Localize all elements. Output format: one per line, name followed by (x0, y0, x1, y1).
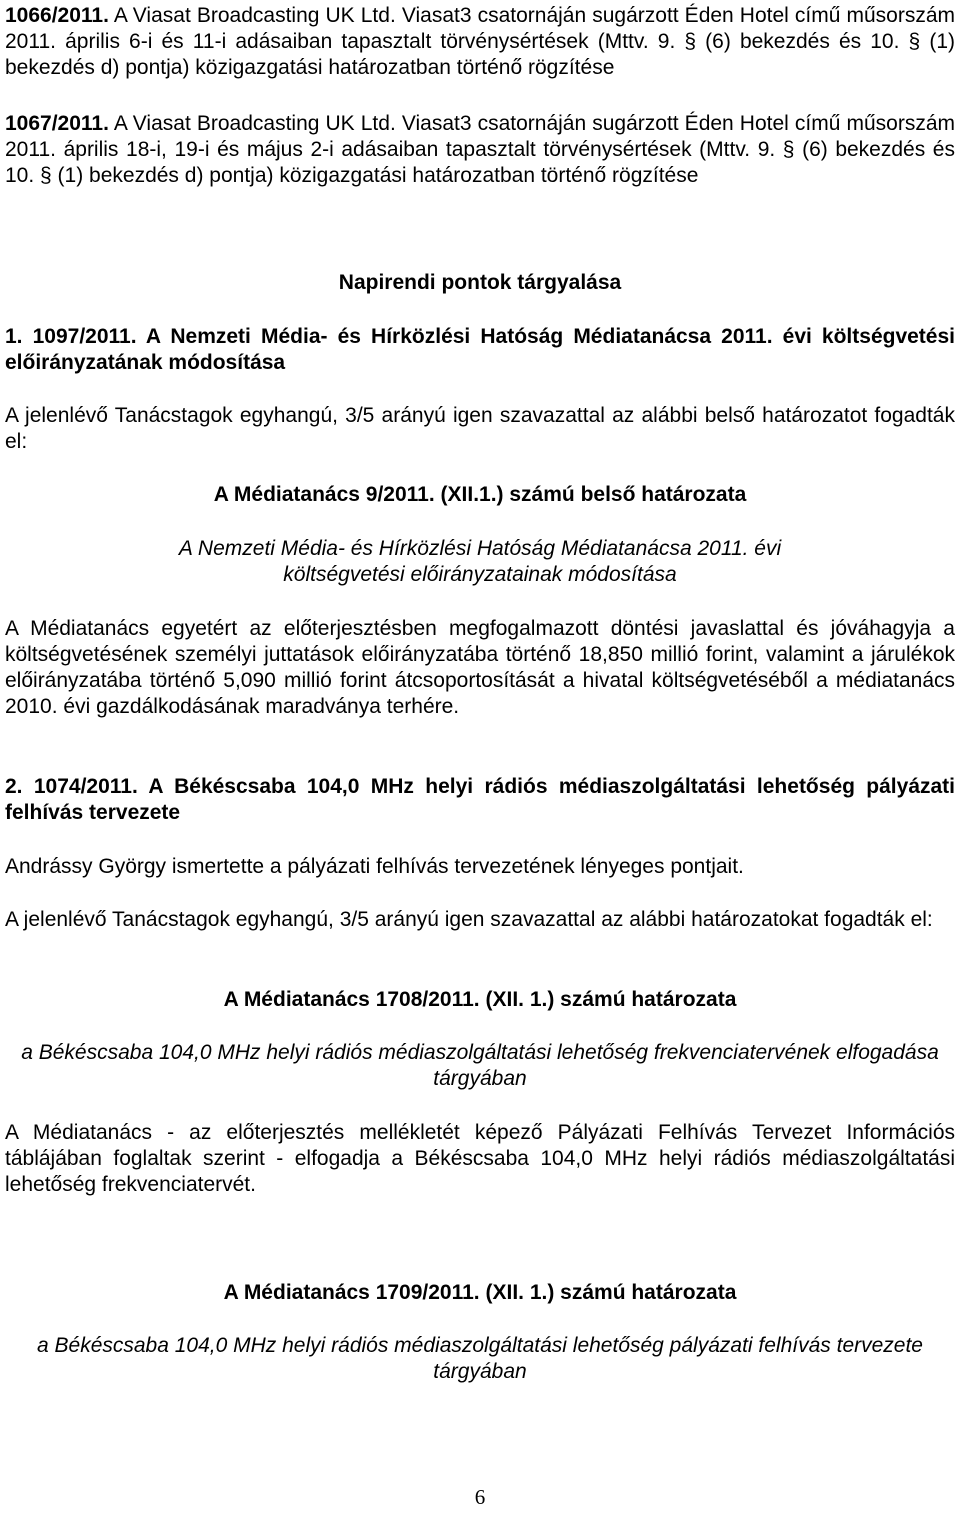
item-2-resolution-1-subject: a Békéscsaba 104,0 MHz helyi rádiós médiaszolgáltatási lehetőség frekvenciatervének elfogadása tárgyában (21, 1041, 939, 1090)
item-2-presenter: Andrássy György ismertette a pályázati felhívás tervezetének lényeges pontjait. (5, 855, 744, 878)
item-2-resolution-2-title: A Médiatanács 1709/2011. (XII. 1.) számú határozata (223, 1281, 737, 1304)
item-2-resolution-1-title: A Médiatanács 1708/2011. (XII. 1.) számú határozata (223, 988, 737, 1011)
item-1-resolution-subject: A Nemzeti Média- és Hírközlési Hatóság Médiatanácsa 2011. évi költségvetési előirányzatainak módosítása (178, 537, 782, 586)
item-1-resolution-title: A Médiatanács 9/2011. (XII.1.) számú belső határozata (213, 483, 747, 506)
item-1-vote: A jelenlévő Tanácstagok egyhangú, 3/5 arányú igen szavazattal az alábbi belső határozatot fogadták el: (5, 404, 955, 453)
page-number: 6 (474, 1485, 486, 1509)
item-1-resolution-body: A Médiatanács egyetért az előterjesztésben megfogalmazott döntési javaslattal és jóváhagyja a költségvetésének személyi juttatások előirányzatába történő 18,850 millió forint, valamint a járulékok előirányzatába történő 5,090 millió forint átcsoportosítását a hivatal költségvetéséből a médiatanács 2010. évi gazdálkodásának maradványa terhére. (5, 617, 955, 718)
preamble-item-1067 (5, 111, 955, 189)
item-2-heading: 2. 1074/2011. A Békéscsaba 104,0 MHz helyi rádiós médiaszolgáltatási lehetőség pályázati felhívás tervezete (5, 775, 955, 824)
agenda-heading: Napirendi pontok tárgyalása (338, 271, 622, 294)
item-1-heading: 1. 1097/2011. A Nemzeti Média- és Hírközlési Hatóság Médiatanácsa 2011. évi költségvetési előirányzatának módosítása (5, 325, 955, 374)
decision-text: A Viasat Broadcasting UK Ltd. Viasat3 csatornáján sugárzott Éden Hotel című műsorszám 2011. április 18-i, 19-i és május 2-i adásaiban tapasztalt törvénysértések (Mttv. 9. § (6) bekezdés és 10. § (1) bekezdés d) pontja) közigazgatási határozatban történő rögzítése (5, 112, 955, 187)
decision-number: 1066/2011. (5, 4, 109, 27)
decision-text: A Viasat Broadcasting UK Ltd. Viasat3 csatornáján sugárzott Éden Hotel című műsorszám 2011. április 6-i és 11-i adásaiban tapasztalt törvénysértések (Mttv. 9. § (6) bekezdés és 10. § (1) bekezdés d) pontja) közigazgatási határozatban történő rögzítése (5, 4, 955, 79)
item-2-resolution-1-body: A Médiatanács - az előterjesztés mellékletét képező Pályázati Felhívás Tervezet Információs táblájában foglaltak szerint - elfogadja a Békéscsaba 104,0 MHz helyi rádiós médiaszolgáltatási lehetőség frekvenciatervét. (5, 1121, 955, 1196)
item-2-vote: A jelenlévő Tanácstagok egyhangú, 3/5 arányú igen szavazattal az alábbi határozatokat fogadták el: (5, 908, 933, 931)
item-2-resolution-2-subject: a Békéscsaba 104,0 MHz helyi rádiós médiaszolgáltatási lehetőség pályázati felhívás tervezete tárgyában (37, 1334, 923, 1383)
preamble-item-1066 (5, 3, 955, 81)
decision-number: 1067/2011. (5, 112, 109, 135)
